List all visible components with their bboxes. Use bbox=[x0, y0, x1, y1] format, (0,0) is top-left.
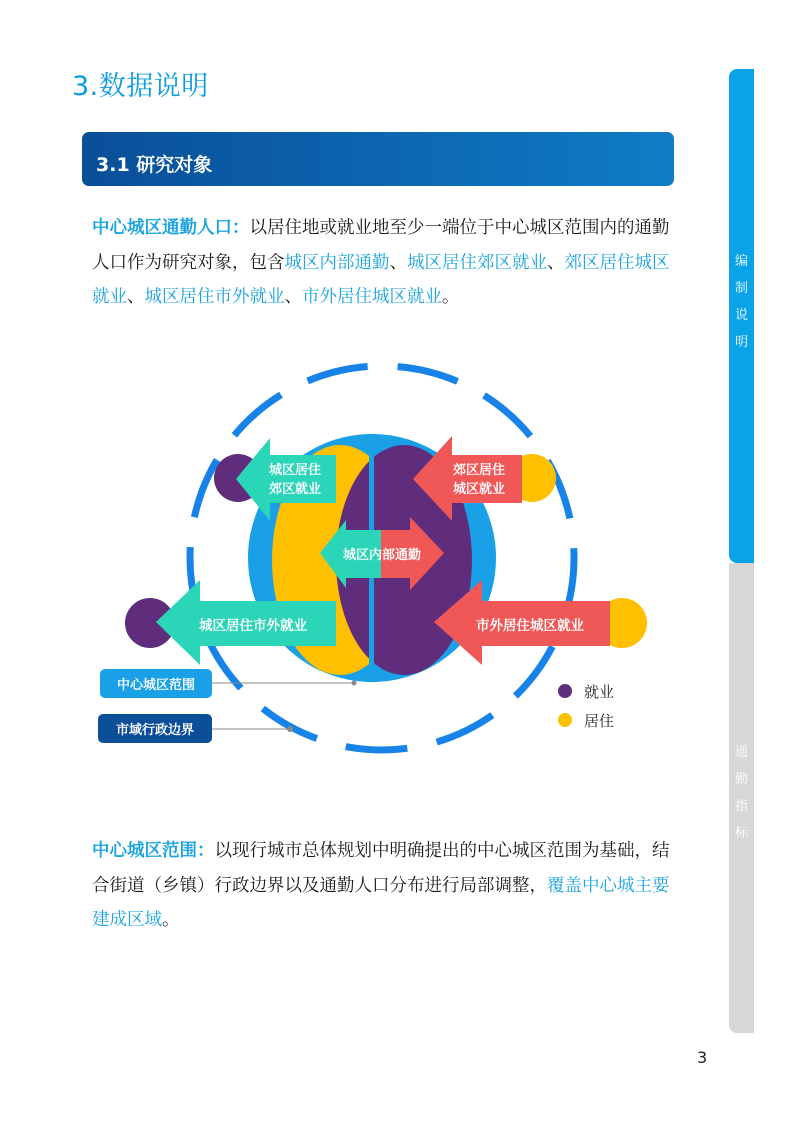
period: 。 bbox=[442, 287, 460, 307]
period: 。 bbox=[162, 910, 180, 930]
arrow-top-right-label-1: 郊区居住 bbox=[452, 463, 506, 478]
arrow-top-left-label-1: 城区居住 bbox=[268, 463, 322, 478]
item-city-live-outside-work: 城区居住市外就业 bbox=[144, 287, 285, 307]
legend-employment-label: 就业 bbox=[584, 683, 615, 701]
label-city-boundary: 市域行政边界 bbox=[115, 723, 195, 738]
term-center-area: 中心城区范围： bbox=[92, 841, 215, 861]
highlight-coverage: 覆盖中心城主要建成区域 bbox=[92, 875, 670, 930]
arrow-center-label: 城区内部通勤 bbox=[342, 548, 422, 563]
paragraph-center-area bbox=[92, 834, 682, 938]
arrow-top-right-label-2: 城区就业 bbox=[452, 482, 506, 497]
legend-residence-dot bbox=[558, 713, 572, 727]
arrow-top-left-label-2: 郊区就业 bbox=[268, 482, 322, 497]
separator: 、 bbox=[127, 287, 145, 307]
arrow-left-label: 城区居住市外就业 bbox=[199, 618, 307, 634]
para1-text: 以居住地或就业地至少一端位于中心城区范围内的通勤人口作为研究对象，包含 bbox=[92, 218, 670, 273]
side-tab-commute-indicators-label: 通 勤 指 标 bbox=[734, 745, 748, 841]
para2-text: 以现行城市总体规划中明确提出的中心城区范围为基础，结合街道（乡镇）行政边界以及通勤人口分布进行局部调整， bbox=[92, 841, 670, 896]
item-inner-commute: 城区内部通勤 bbox=[284, 252, 390, 273]
section-title: 3.数据说明 bbox=[72, 71, 209, 102]
item-suburb-live-city-work: 郊区居住城区就业 bbox=[92, 252, 670, 307]
arrow-right-label: 市外居住城区就业 bbox=[476, 618, 584, 634]
separator: 、 bbox=[284, 287, 302, 307]
side-tab-compile-notes-label: 编 制 说 明 bbox=[734, 254, 748, 350]
page-number: 3 bbox=[697, 1048, 708, 1067]
separator: 、 bbox=[547, 252, 565, 273]
item-city-live-suburb-work: 城区居住郊区就业 bbox=[407, 252, 547, 273]
label-center-area: 中心城区范围 bbox=[116, 678, 196, 693]
legend-residence-label: 居住 bbox=[584, 712, 615, 730]
term-commuters: 中心城区通勤人口： bbox=[92, 218, 250, 238]
separator: 、 bbox=[389, 252, 407, 273]
item-outside-live-city-work: 市外居住城区就业 bbox=[302, 287, 442, 307]
legend-employment-dot bbox=[558, 684, 572, 698]
subsection-title: 3.1 研究对象 bbox=[96, 154, 213, 176]
